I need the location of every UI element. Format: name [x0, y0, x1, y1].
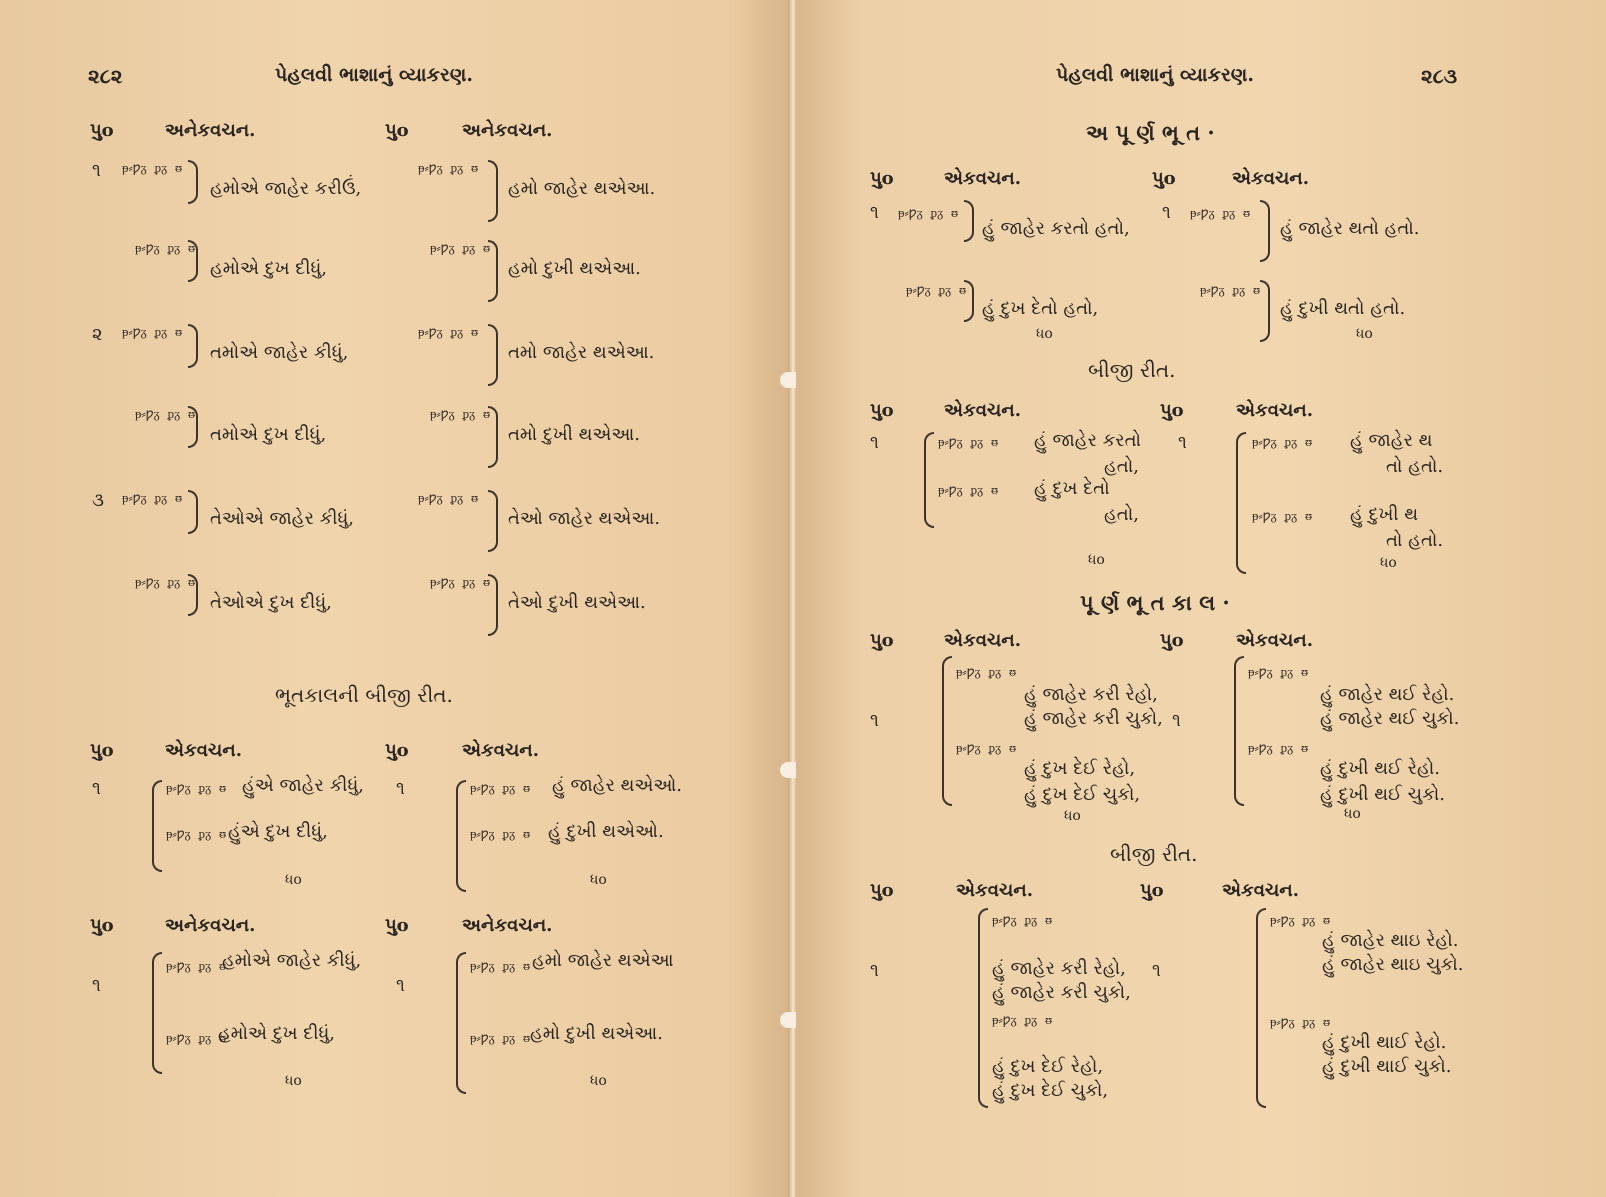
number-heading: એકવચન.: [956, 880, 1033, 901]
number-heading: એકવચન.: [944, 400, 1021, 421]
person-number: ૧: [870, 960, 879, 981]
conjugation-text: હું દુખી થઈ રેહો.: [1320, 758, 1440, 779]
pahlavi-word: ᵽ⸗ƿᵹ ᵱᵹ ᵿ: [1248, 665, 1309, 680]
number-heading: એકવચન.: [944, 168, 1021, 189]
person-heading: પુo: [870, 168, 894, 189]
person-heading: પુo: [90, 915, 114, 936]
person-number: ૧: [1152, 960, 1161, 981]
conjugation-text: તમોએ જાહેર કીધું,: [210, 342, 349, 363]
conjugation-text: હમોએ દુખ દીધું,: [218, 1023, 336, 1044]
abbreviation-mark: ધo: [590, 872, 607, 888]
conjugation-text: હતો,: [1104, 504, 1139, 525]
pahlavi-word: ᵽ⸗ƿᵹ ᵱᵹ ᵿ: [166, 781, 227, 796]
brace: [188, 574, 198, 616]
pahlavi-word: ᵽ⸗ƿᵹ ᵱᵹ ᵿ: [1270, 1015, 1331, 1030]
person-heading: પુo: [385, 740, 409, 761]
pahlavi-word: ᵽ⸗ƿᵹ ᵱᵹ ᵿ: [898, 206, 959, 221]
conjugation-text: હુંએ દુખ દીધું,: [228, 821, 328, 842]
pahlavi-word: ᵽ⸗ƿᵹ ᵱᵹ ᵿ: [166, 959, 227, 974]
conjugation-text: હું જાહેર થઈ રેહો.: [1320, 684, 1455, 705]
conjugation-text: હમોએ દુખ દીધું,: [210, 258, 328, 279]
pahlavi-word: ᵽ⸗ƿᵹ ᵱᵹ ᵿ: [992, 1013, 1053, 1028]
conjugation-text: તમો દુખી થએઆ.: [508, 424, 641, 445]
number-heading: અનેકવચન.: [165, 120, 256, 141]
pahlavi-word: ᵽ⸗ƿᵹ ᵱᵹ ᵿ: [1270, 913, 1331, 928]
brace: [488, 406, 498, 468]
pahlavi-word: ᵽ⸗ƿᵹ ᵱᵹ ᵿ: [956, 741, 1017, 756]
conjugation-text: હું દુખ દેઈ રેહો,: [1024, 758, 1136, 779]
conjugation-text: હું દુખી થઈ ચુકો.: [1320, 784, 1446, 805]
brace: [978, 908, 988, 1108]
person-number: ૧: [396, 975, 405, 996]
person-heading: પુo: [90, 120, 114, 141]
pahlavi-word: ᵽ⸗ƿᵹ ᵱᵹ ᵿ: [1200, 283, 1261, 298]
conjugation-text: તો હતો.: [1386, 456, 1444, 477]
person-number: ૧: [1162, 202, 1171, 223]
person-heading: પુo: [385, 915, 409, 936]
conjugation-text: હું દુખ દેઈ ચુકો,: [1024, 784, 1141, 805]
conjugation-text: હમોએ જાહેર કીધું,: [222, 950, 362, 971]
pahlavi-word: ᵽ⸗ƿᵹ ᵱᵹ ᵿ: [430, 407, 491, 422]
conjugation-text: હમો જાહેર થએઆ.: [508, 178, 656, 199]
brace: [152, 780, 162, 872]
abbreviation-mark: ધo: [590, 1073, 607, 1089]
pahlavi-word: ᵽ⸗ƿᵹ ᵱᵹ ᵿ: [135, 241, 196, 256]
brace: [188, 490, 198, 534]
abbreviation-mark: ધo: [285, 1073, 302, 1089]
conjugation-text: હું દુખી થતો હતો.: [1280, 298, 1406, 319]
brace: [488, 324, 498, 386]
pahlavi-word: ᵽ⸗ƿᵹ ᵱᵹ ᵿ: [166, 1031, 227, 1046]
pahlavi-word: ᵽ⸗ƿᵹ ᵱᵹ ᵿ: [418, 161, 479, 176]
number-heading: એકવચન.: [1222, 880, 1299, 901]
conjugation-text: હું દુખી થએઓ.: [548, 821, 664, 842]
person-number: ૧: [870, 432, 879, 453]
number-heading: એકવચન.: [462, 740, 539, 761]
brace: [188, 160, 198, 204]
section-title: પૂ ર્ણ ભૂ ત કા લ ·: [1080, 590, 1230, 615]
conjugation-text: હું જાહેર થ: [1350, 430, 1433, 451]
conjugation-text: હમો જાહેર થએઆ: [532, 950, 674, 971]
brace: [1256, 908, 1266, 1108]
abbreviation-mark: ધo: [285, 872, 302, 888]
person-number: ૧: [92, 160, 101, 181]
conjugation-text: હુંએ જાહેર કીધું,: [242, 775, 364, 796]
pahlavi-word: ᵽ⸗ƿᵹ ᵱᵹ ᵿ: [1252, 435, 1313, 450]
person-number: ૨: [92, 324, 103, 345]
pahlavi-word: ᵽ⸗ƿᵹ ᵱᵹ ᵿ: [906, 283, 967, 298]
brace: [488, 240, 498, 302]
conjugation-text: તમોએ દુખ દીધું,: [210, 424, 327, 445]
pahlavi-word: ᵽ⸗ƿᵹ ᵱᵹ ᵿ: [430, 241, 491, 256]
conjugation-text: તેઓએ જાહેર કીધું,: [210, 508, 354, 529]
conjugation-text: હું દુખ દેતો: [1034, 478, 1110, 499]
brace: [942, 656, 952, 806]
person-heading: પુo: [870, 630, 894, 651]
conjugation-text: હું જાહેર થએઓ.: [552, 775, 683, 796]
conjugation-text: હું દુખ દેતો હતો,: [982, 298, 1099, 319]
number-heading: એકવચન.: [1236, 400, 1313, 421]
person-heading: પુo: [1152, 168, 1176, 189]
abbreviation-mark: ધo: [1088, 552, 1105, 568]
number-heading: અનેકવચન.: [165, 915, 256, 936]
conjugation-text: તમો જાહેર થએઆ.: [508, 342, 655, 363]
pahlavi-word: ᵽ⸗ƿᵹ ᵱᵹ ᵿ: [122, 325, 183, 340]
conjugation-text: હું દુખ દેઈ રેહો,: [992, 1056, 1104, 1077]
person-number: ૧: [1178, 432, 1187, 453]
brace: [456, 952, 466, 1094]
pahlavi-word: ᵽ⸗ƿᵹ ᵱᵹ ᵿ: [418, 325, 479, 340]
pahlavi-word: ᵽ⸗ƿᵹ ᵱᵹ ᵿ: [470, 781, 531, 796]
conjugation-text: હું જાહેર થઈ ચુકો.: [1320, 708, 1460, 729]
running-title: પેહલવી ભાશાનું વ્યાકરણ.: [1056, 64, 1254, 86]
page-number: ૨૮૨: [88, 64, 123, 88]
number-heading: અનેકવચન.: [462, 120, 553, 141]
conjugation-text: તેઓ દુખી થએઆ.: [508, 592, 646, 613]
brace: [964, 200, 974, 242]
pahlavi-word: ᵽ⸗ƿᵹ ᵱᵹ ᵿ: [470, 959, 531, 974]
pahlavi-word: ᵽ⸗ƿᵹ ᵱᵹ ᵿ: [135, 407, 196, 422]
conjugation-text: હું દુખી થાઈ રેહો.: [1322, 1032, 1447, 1053]
pahlavi-word: ᵽ⸗ƿᵹ ᵱᵹ ᵿ: [470, 827, 531, 842]
person-heading: પુo: [1160, 400, 1184, 421]
brace: [488, 574, 498, 636]
pahlavi-word: ᵽ⸗ƿᵹ ᵱᵹ ᵿ: [122, 161, 183, 176]
number-heading: એકવચન.: [165, 740, 242, 761]
pahlavi-word: ᵽ⸗ƿᵹ ᵱᵹ ᵿ: [938, 435, 999, 450]
person-number: ૧: [92, 778, 101, 799]
pahlavi-word: ᵽ⸗ƿᵹ ᵱᵹ ᵿ: [122, 491, 183, 506]
pahlavi-word: ᵽ⸗ƿᵹ ᵱᵹ ᵿ: [470, 1031, 531, 1046]
number-heading: એકવચન.: [1232, 168, 1309, 189]
abbreviation-mark: ધo: [1380, 555, 1397, 571]
person-heading: પુo: [870, 400, 894, 421]
conjugation-text: હું જાહેર કરી ચુકો,: [992, 982, 1131, 1003]
abbreviation-mark: ધo: [1344, 806, 1361, 822]
brace: [964, 280, 974, 322]
conjugation-text: હું જાહેર કરી ચુકો,: [1024, 708, 1163, 729]
conjugation-text: હું દુખ દેઈ ચુકો,: [992, 1080, 1109, 1101]
conjugation-text: હું જાહેર કરી રેહો,: [1024, 684, 1158, 705]
abbreviation-mark: ધo: [1064, 808, 1081, 824]
pahlavi-word: ᵽ⸗ƿᵹ ᵱᵹ ᵿ: [1252, 509, 1313, 524]
conjugation-text: તેઓ જાહેર થએઆ.: [508, 508, 661, 529]
brace: [1236, 432, 1246, 574]
pahlavi-word: ᵽ⸗ƿᵹ ᵱᵹ ᵿ: [938, 483, 999, 498]
person-number: ૧: [92, 975, 101, 996]
page-number: ૨૮૩: [1421, 64, 1458, 88]
person-number: ૩: [92, 490, 104, 511]
pahlavi-word: ᵽ⸗ƿᵹ ᵱᵹ ᵿ: [992, 913, 1053, 928]
pahlavi-word: ᵽ⸗ƿᵹ ᵱᵹ ᵿ: [418, 491, 479, 506]
conjugation-text: હું જાહેર કરી રેહો,: [992, 958, 1126, 979]
conjugation-text: હું દુખી થાઈ ચુકો.: [1322, 1056, 1452, 1077]
person-heading: પુo: [385, 120, 409, 141]
conjugation-text: હું જાહેર કરતો હતો,: [982, 218, 1130, 239]
conjugation-text: હું જાહેર થાઇ રેહો.: [1322, 930, 1459, 951]
conjugation-text: હમોએ જાહેર કરીઉં,: [210, 178, 362, 199]
person-number: ૧: [1172, 710, 1181, 731]
number-heading: એકવચન.: [1236, 630, 1313, 651]
conjugation-text: તેઓએ દુખ દીધું,: [210, 592, 332, 613]
abbreviation-mark: ધo: [1356, 326, 1373, 342]
brace: [488, 490, 498, 552]
section-title: અ પૂ ર્ણ ભૂ ત ·: [1086, 120, 1215, 145]
pahlavi-word: ᵽ⸗ƿᵹ ᵱᵹ ᵿ: [135, 575, 196, 590]
conjugation-text: હતો,: [1104, 456, 1139, 477]
pahlavi-word: ᵽ⸗ƿᵹ ᵱᵹ ᵿ: [430, 575, 491, 590]
conjugation-text: હું જાહેર કરતો: [1034, 430, 1142, 451]
number-heading: એકવચન.: [944, 630, 1021, 651]
person-heading: પુo: [90, 740, 114, 761]
conjugation-text: તો હતો.: [1386, 530, 1444, 551]
pahlavi-word: ᵽ⸗ƿᵹ ᵱᵹ ᵿ: [166, 827, 227, 842]
number-heading: અનેકવચન.: [462, 915, 553, 936]
left-page: [0, 0, 790, 1197]
right-page: [796, 0, 1606, 1197]
person-number: ૧: [870, 710, 879, 731]
section-title: ભૂતકાલની બીજી રીત.: [275, 683, 453, 707]
section-title: બીજી રીત.: [1110, 842, 1198, 866]
person-number: ૧: [870, 202, 879, 223]
conjugation-text: હું જાહેર થાઇ ચુકો.: [1322, 954, 1464, 975]
conjugation-text: હમો દુખી થએઆ.: [530, 1023, 663, 1044]
brace: [488, 160, 498, 222]
conjugation-text: હું જાહેર થતો હતો.: [1280, 218, 1420, 239]
person-number: ૧: [396, 778, 405, 799]
brace: [1260, 200, 1270, 262]
brace: [1234, 656, 1244, 806]
section-title: બીજી રીત.: [1088, 358, 1176, 382]
brace: [924, 432, 934, 528]
brace: [188, 406, 198, 448]
running-title: પેહલવી ભાશાનું વ્યાકરણ.: [275, 64, 473, 86]
brace: [188, 324, 198, 368]
pahlavi-word: ᵽ⸗ƿᵹ ᵱᵹ ᵿ: [956, 665, 1017, 680]
abbreviation-mark: ધo: [1036, 326, 1053, 342]
conjugation-text: હમો દુખી થએઆ.: [508, 258, 641, 279]
brace: [1260, 280, 1270, 342]
person-heading: પુo: [1160, 630, 1184, 651]
pahlavi-word: ᵽ⸗ƿᵹ ᵱᵹ ᵿ: [1248, 741, 1309, 756]
brace: [188, 240, 198, 282]
brace: [456, 780, 466, 892]
person-heading: પુo: [870, 880, 894, 901]
person-heading: પુo: [1140, 880, 1164, 901]
pahlavi-word: ᵽ⸗ƿᵹ ᵱᵹ ᵿ: [1190, 206, 1251, 221]
brace: [152, 952, 162, 1074]
conjugation-text: હું દુખી થ: [1350, 504, 1419, 525]
